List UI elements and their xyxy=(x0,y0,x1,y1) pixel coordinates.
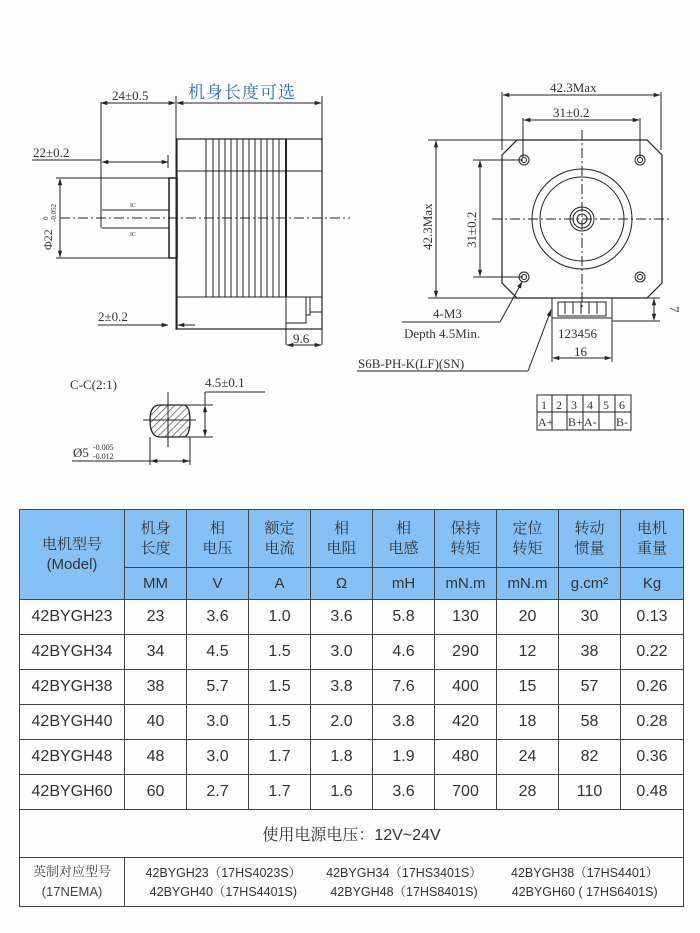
pin-signal: A+ xyxy=(538,415,554,429)
header-motor-weight xyxy=(621,510,684,568)
nema-item: 42BYGH40（17HS4401S) xyxy=(149,884,297,899)
dim-shaft-dia-lower: -0.052 xyxy=(50,203,58,222)
supply-voltage-row xyxy=(20,810,684,858)
value-cell: 3.0 xyxy=(187,740,249,775)
value-cell: 0.13 xyxy=(621,600,684,635)
value-cell: 1.5 xyxy=(249,705,311,740)
nema-equivalents xyxy=(125,858,684,907)
header-text: 电流 xyxy=(264,539,295,557)
table-header-row xyxy=(20,510,684,568)
value-cell: 57 xyxy=(559,670,621,705)
unit-cell: Ω xyxy=(311,568,373,600)
value-cell: 3.8 xyxy=(373,705,435,740)
dim-hole-spacing-v: 31±0.2 xyxy=(464,211,479,248)
value-cell: 1.7 xyxy=(249,740,311,775)
value-cell: 0.36 xyxy=(621,740,684,775)
value-cell: 1.5 xyxy=(249,635,311,670)
header-text: 保持 xyxy=(450,519,481,537)
value-cell: 1.8 xyxy=(311,740,373,775)
dim-shaft-dia-upper: 0 xyxy=(42,216,50,220)
value-cell: 1.0 xyxy=(249,600,311,635)
value-cell: 2.7 xyxy=(187,775,249,810)
holes-label: 4-M3 xyxy=(433,306,462,321)
header-text: 相 xyxy=(333,519,349,537)
nema-label-en: (17NEMA) xyxy=(41,884,103,899)
spec-table xyxy=(19,509,684,907)
value-cell: 48 xyxy=(125,740,187,775)
value-cell: 40 xyxy=(125,705,187,740)
connector-part: S6B-PH-K(LF)(SN) xyxy=(358,356,465,371)
value-cell: 3.8 xyxy=(311,670,373,705)
value-cell: 5.7 xyxy=(187,670,249,705)
value-cell: 60 xyxy=(125,775,187,810)
value-cell: 480 xyxy=(435,740,497,775)
section-flat-dim: 4.5±0.1 xyxy=(205,375,245,390)
dim-connector-offset: 9.6 xyxy=(293,331,310,346)
header-phase-inductance xyxy=(373,510,435,568)
value-cell: 1.6 xyxy=(311,775,373,810)
header-text: 转动 xyxy=(574,519,605,537)
header-rated-current xyxy=(249,510,311,568)
model-cell: 42BYGH23 xyxy=(20,600,125,635)
value-cell: 15 xyxy=(497,670,559,705)
header-text: 电感 xyxy=(388,539,419,557)
nema-row xyxy=(20,858,684,907)
value-cell: 38 xyxy=(559,635,621,670)
model-cell: 42BYGH40 xyxy=(20,705,125,740)
unit-cell: V xyxy=(187,568,249,600)
nema-item: 42BYGH38（17HS4401） xyxy=(511,865,659,880)
value-cell: 2.0 xyxy=(311,705,373,740)
header-text: 重量 xyxy=(636,539,667,557)
value-cell: 7.6 xyxy=(373,670,435,705)
value-cell: 30 xyxy=(559,600,621,635)
dim-boss: 2±0.2 xyxy=(98,309,128,324)
header-text: 相 xyxy=(395,519,411,537)
pin-signal: B- xyxy=(616,415,628,429)
dim-width-max: 42.3Max xyxy=(550,80,597,95)
value-cell: 4.6 xyxy=(373,635,435,670)
value-cell: 3.0 xyxy=(187,705,249,740)
pin-number: 2 xyxy=(556,398,562,412)
value-cell: 290 xyxy=(435,635,497,670)
section-label: C-C(2:1) xyxy=(70,377,117,392)
unit-cell: g.cm² xyxy=(559,568,621,600)
header-holding-torque xyxy=(435,510,497,568)
header-text: 电压 xyxy=(202,539,233,557)
dim-shaft-dia: Φ22 xyxy=(41,229,55,250)
value-cell: 1.7 xyxy=(249,775,311,810)
value-cell: 20 xyxy=(497,600,559,635)
pin-signal: B+ xyxy=(568,415,583,429)
header-model-en: (Model) xyxy=(46,555,98,573)
header-model-cn: 电机型号 xyxy=(41,535,102,553)
header-model xyxy=(20,510,125,600)
value-cell: 1.5 xyxy=(249,670,311,705)
model-cell: 42BYGH38 xyxy=(20,670,125,705)
value-cell: 420 xyxy=(435,705,497,740)
value-cell: 0.48 xyxy=(621,775,684,810)
connector-pins: 123456 xyxy=(558,326,597,341)
flat-mark-bottom: IC xyxy=(130,232,136,238)
unit-cell: mN.m xyxy=(497,568,559,600)
header-text: 机身 xyxy=(140,519,171,537)
table-row xyxy=(20,740,684,775)
nema-item: 42BYGH48（17HS8401S) xyxy=(330,884,478,899)
pin-signal: A- xyxy=(584,415,597,429)
value-cell: 38 xyxy=(125,670,187,705)
unit-cell: mN.m xyxy=(435,568,497,600)
dim-connector-height: 7 xyxy=(667,306,682,313)
flat-mark-top: IC xyxy=(130,203,136,209)
header-phase-resistance xyxy=(311,510,373,568)
value-cell: 23 xyxy=(125,600,187,635)
pin-number: 3 xyxy=(571,398,577,412)
pin-number: 4 xyxy=(587,398,593,412)
nema-label xyxy=(20,858,125,907)
header-phase-voltage xyxy=(187,510,249,568)
pin-number: 1 xyxy=(541,398,547,412)
value-cell: 58 xyxy=(559,705,621,740)
section-dia-upper: -0.005 xyxy=(93,443,114,452)
dim-shaft-flat: 22±0.2 xyxy=(33,145,70,160)
table-row xyxy=(20,670,684,705)
table-row xyxy=(20,635,684,670)
table-row xyxy=(20,600,684,635)
unit-cell: mH xyxy=(373,568,435,600)
dim-shaft-total: 24±0.5 xyxy=(112,88,149,103)
section-dia-lower: -0.012 xyxy=(93,452,114,461)
dim-hole-spacing-h: 31±0.2 xyxy=(553,105,590,120)
table-body xyxy=(20,600,684,810)
value-cell: 4.5 xyxy=(187,635,249,670)
value-cell: 700 xyxy=(435,775,497,810)
value-cell: 3.6 xyxy=(373,775,435,810)
value-cell: 12 xyxy=(497,635,559,670)
header-text: 电机 xyxy=(636,519,667,537)
nema-item: 42BYGH34（17HS3401S） xyxy=(326,865,482,880)
value-cell: 400 xyxy=(435,670,497,705)
header-text: 电阻 xyxy=(326,539,357,557)
unit-cell: A xyxy=(249,568,311,600)
value-cell: 0.26 xyxy=(621,670,684,705)
holes-depth: Depth 4.5Min. xyxy=(404,326,481,341)
supply-voltage: 使用电源电压：12V~24V xyxy=(20,810,684,858)
value-cell: 24 xyxy=(497,740,559,775)
pin-number: 6 xyxy=(619,398,625,412)
value-cell: 130 xyxy=(435,600,497,635)
unit-cell: Kg xyxy=(621,568,684,600)
value-cell: 5.8 xyxy=(373,600,435,635)
nema-item: 42BYGH23（17HS4023S） xyxy=(145,865,302,880)
model-cell: 42BYGH60 xyxy=(20,775,125,810)
table-row xyxy=(20,775,684,810)
value-cell: 34 xyxy=(125,635,187,670)
header-detent-torque xyxy=(497,510,559,568)
header-text: 定位 xyxy=(512,519,543,537)
nema-item: 42BYGH60 ( 17HS6401S) xyxy=(511,884,658,899)
header-text: 长度 xyxy=(140,539,171,557)
value-cell: 82 xyxy=(559,740,621,775)
dim-connector-width: 16 xyxy=(574,344,587,359)
table-row xyxy=(20,705,684,740)
unit-cell: MM xyxy=(125,568,187,600)
model-cell: 42BYGH48 xyxy=(20,740,125,775)
section-dia: Ø5 xyxy=(73,445,89,460)
header-body-length xyxy=(125,510,187,568)
value-cell: 28 xyxy=(497,775,559,810)
value-cell: 1.9 xyxy=(373,740,435,775)
value-cell: 3.0 xyxy=(311,635,373,670)
value-cell: 0.28 xyxy=(621,705,684,740)
header-rotor-inertia xyxy=(559,510,621,568)
value-cell: 110 xyxy=(559,775,621,810)
value-cell: 3.6 xyxy=(187,600,249,635)
header-text: 额定 xyxy=(264,519,295,537)
value-cell: 18 xyxy=(497,705,559,740)
dim-height-max: 42.3Max xyxy=(420,203,435,250)
header-text: 相 xyxy=(209,519,225,537)
header-text: 转矩 xyxy=(512,539,543,557)
header-text: 惯量 xyxy=(574,539,605,557)
body-length-optional-title: 机身长度可选 xyxy=(188,83,296,103)
model-cell: 42BYGH34 xyxy=(20,635,125,670)
header-text: 转矩 xyxy=(450,539,481,557)
nema-label-cn: 英制对应型号 xyxy=(32,864,111,879)
pin-number: 5 xyxy=(603,398,609,412)
value-cell: 3.6 xyxy=(311,600,373,635)
value-cell: 0.22 xyxy=(621,635,684,670)
